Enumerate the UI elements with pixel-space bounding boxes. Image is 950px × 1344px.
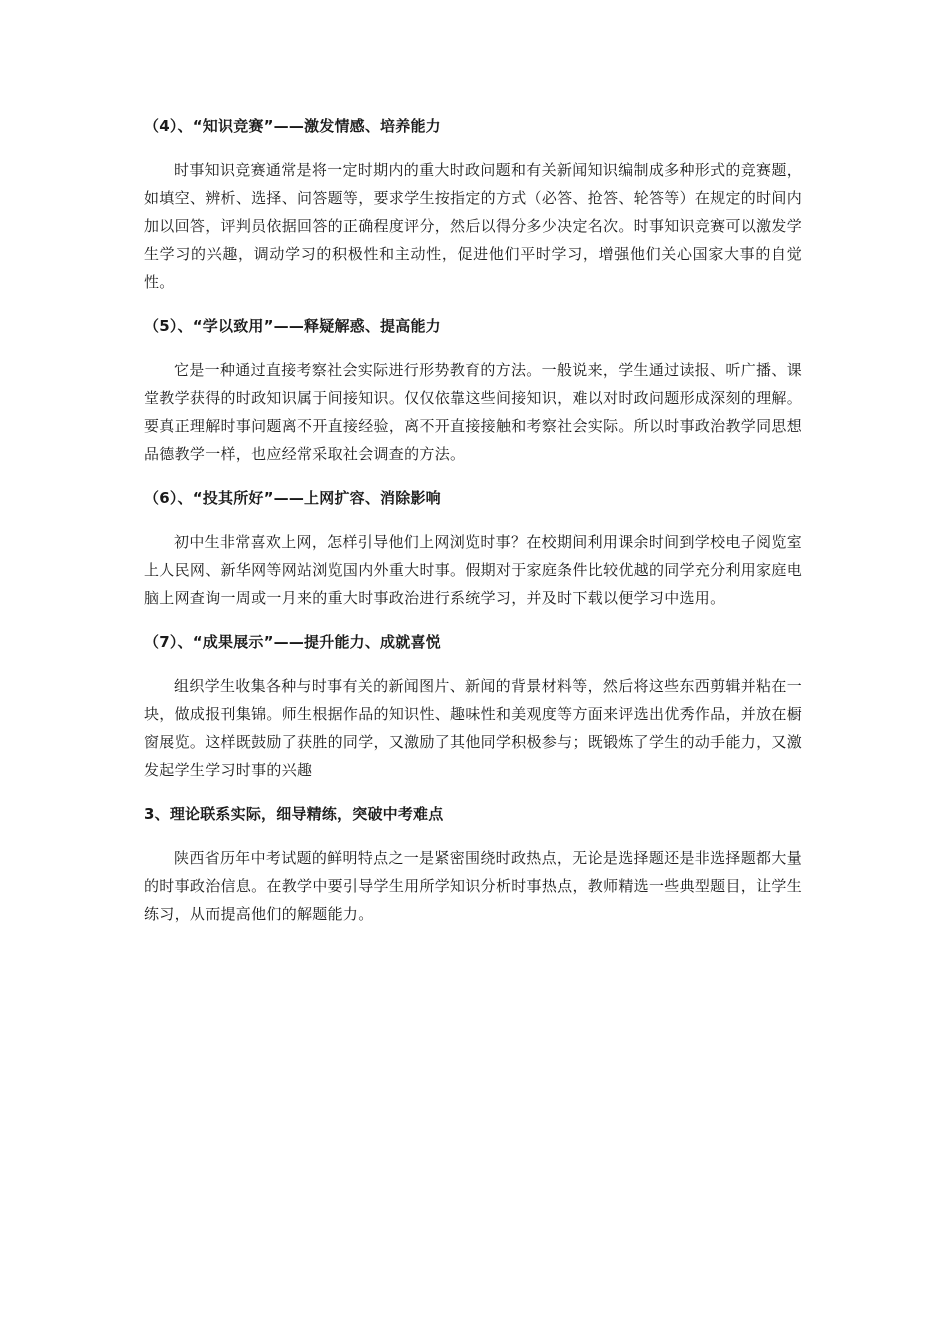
- section-apply-learning: [144, 312, 802, 468]
- section-heading: （7）、“成果展示”——提升能力、成就喜悦: [144, 633, 441, 651]
- section-paragraph: 组织学生收集各种与时事有关的新闻图片、新闻的背景材料等，然后将这些东西剪辑并粘在一块，做成报刊集锦。师生根据作品的知识性、趣味性和美观度等方面来评选出优秀作品，并放在橱窗展览。这样既鼓励了获胜的同学，又激励了其他同学积极参与；既锻炼了学生的动手能力，又激发起学生学习时事的兴趣: [144, 677, 802, 779]
- section-paragraph: 它是一种通过直接考察社会实际进行形势教育的方法。一般说来，学生通过读报、听广播、课堂教学获得的时政知识属于间接知识。仅仅依靠这些间接知识，难以对时政问题形成深刻的理解。要真正理解时事问题离不开直接经验，离不开直接接触和考察社会实际。所以时事政治教学同思想品德教学一样，也应经常采取社会调查的方法。: [144, 361, 802, 463]
- section-online-browsing: [144, 484, 802, 612]
- section-paragraph: 陕西省历年中考试题的鲜明特点之一是紧密围绕时政热点，无论是选择题还是非选择题都大量的时事政治信息。在教学中要引导学生用所学知识分析时事热点，教师精选一些典型题目，让学生练习，从而提高他们的解题能力。: [144, 849, 802, 923]
- section-heading: （6）、“投其所好”——上网扩容、消除影响: [144, 489, 441, 507]
- section-results-showcase: [144, 628, 802, 784]
- section-theory-practice: [144, 800, 802, 928]
- section-heading: 3、理论联系实际，细导精练，突破中考难点: [144, 805, 444, 823]
- section-knowledge-contest: [144, 112, 802, 296]
- section-paragraph: 时事知识竞赛通常是将一定时期内的重大时政问题和有关新闻知识编制成多种形式的竞赛题，如填空、辨析、选择、问答题等，要求学生按指定的方式（必答、抢答、轮答等）在规定的时间内加以回答，评判员依据回答的正确程度评分，然后以得分多少决定名次。时事知识竞赛可以激发学生学习的兴趣，调动学习的积极性和主动性，促进他们平时学习，增强他们关心国家大事的自觉性。: [144, 161, 802, 291]
- section-heading: （5）、“学以致用”——释疑解惑、提高能力: [144, 317, 441, 335]
- section-paragraph: 初中生非常喜欢上网，怎样引导他们上网浏览时事？在校期间利用课余时间到学校电子阅览室上人民网、新华网等网站浏览国内外重大时事。假期对于家庭条件比较优越的同学充分利用家庭电脑上网查询一周或一月来的重大时事政治进行系统学习，并及时下载以便学习中选用。: [144, 533, 802, 607]
- text-column: [144, 112, 802, 928]
- section-heading: （4）、“知识竞赛”——激发情感、培养能力: [144, 117, 441, 135]
